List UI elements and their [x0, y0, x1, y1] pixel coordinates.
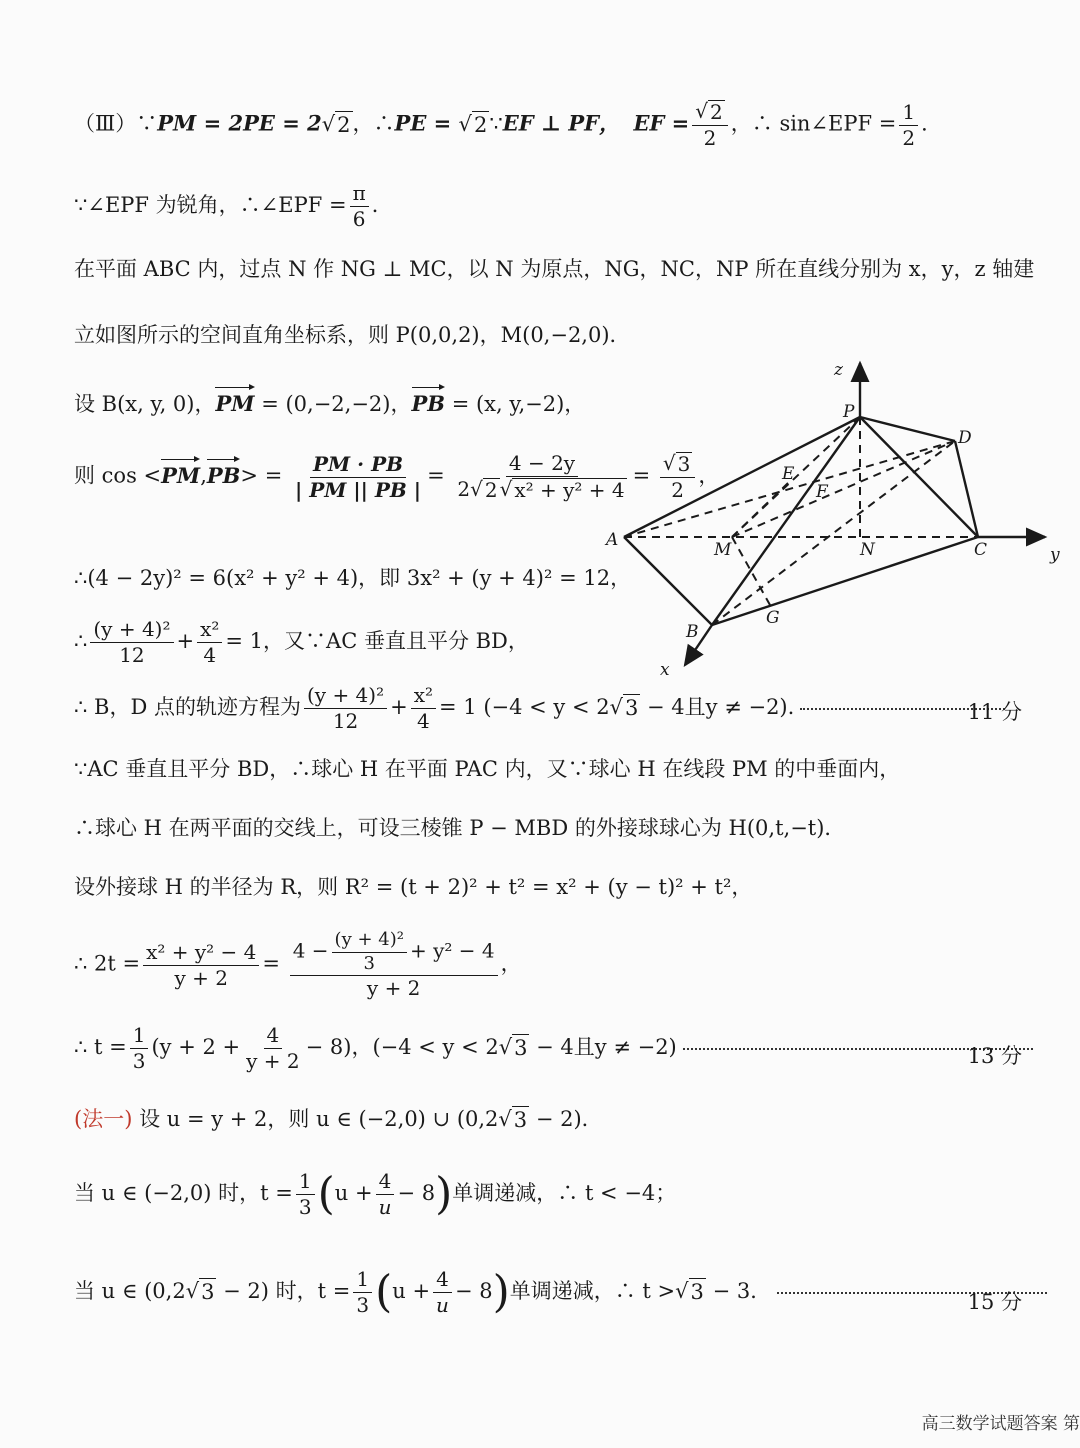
edge-PD	[860, 417, 955, 441]
line-3: 在平面 ABC 内，过点 N 作 NG ⊥ MC，以 N 为原点，NG，NC，NP 所在直线分别为 x，y，z 轴建	[74, 257, 1035, 281]
label-M: M	[714, 540, 732, 560]
line-6: 则 cos <PM,PB> = $\frac{PM \cdot PB}{| PM || PB |}$ = 4 − 2y 2√ 2 √ x² + y² + 4 = √ 3 2 ，	[74, 451, 720, 502]
label-y: y	[1050, 545, 1060, 565]
line-17: 当 u ∈ (0,2√ 3 − 2) 时，t = $\frac{1}{3}$ (u + $\frac{4}{u}$ − 8)单调递减，∴ t >√ 3 − 3．	[74, 1268, 1053, 1317]
score-11: 11 分	[967, 700, 1022, 724]
page-footer: 高三数学试题答案 第	[921, 1414, 1080, 1434]
label-B: B	[686, 622, 699, 642]
line-9: ∴ B，D 点的轨迹方程为 $\frac{\text{(y + 4)²}}{12}$ + $\frac{\text{x²}}{4}$ = 1 (−4 < y < 2√ 3 − 4且y ≠ −2).	[74, 684, 1011, 733]
line-11: ∴球心 H 在两平面的交线上，可设三棱锥 P − MBD 的外接球球心为 H(0,t,−t)．	[74, 816, 846, 840]
line-13: ∴ 2t = $\frac{\text{x² + y² − 4}}{y + 2}$ = 4 − $\frac{\text{(y + 4)²}}{3}$ + y² − 4 y + 2 ，	[74, 929, 522, 1001]
label-E: E	[782, 464, 795, 484]
line-1: （Ⅲ）∵PM = 2PE = 2√ 2 ，∴PE = √ 2 ∵EF ⊥ PF， EF = √ 2 2 ，∴ sin∠EPF = $\frac{1}{2}$ ．	[74, 99, 943, 150]
score-13: 13 分	[967, 1044, 1022, 1068]
label-N: N	[860, 540, 875, 560]
line-10: ∵AC 垂直且平分 BD，∴球心 H 在平面 PAC 内，又∵球心 H 在线段 PM 的中垂面内，	[74, 757, 901, 781]
label-C: C	[974, 540, 988, 560]
edge-PM	[732, 417, 860, 537]
label-D: D	[958, 428, 972, 448]
line-12: 设外接球 H 的半径为 R，则 R² = (t + 2)² + t² = x² + (y − t)² + t²，	[74, 875, 753, 899]
edge-DC	[955, 441, 978, 537]
method-tag: (法一)	[74, 1107, 133, 1131]
label-F: F	[816, 482, 828, 502]
edge-BC	[712, 537, 978, 625]
label-G: G	[766, 608, 780, 628]
edge-PA	[624, 417, 860, 537]
edge-BD	[712, 441, 955, 625]
label-z: z	[834, 360, 843, 380]
line-5: 设 B(x, y, 0)，PM = (0,−2,−2)，PB = (x, y,−2)，	[74, 391, 586, 416]
line-14: ∴ t = $\frac{1}{3}$ (y + 2 + $\frac{4}{y + 2}$ − 8)，(−4 < y < 2√ 3 − 4且y ≠ −2)	[74, 1024, 1039, 1073]
line-15: (法一) 设 u = y + 2，则 u ∈ (−2,0) ∪ (0,2√ 3 − 2)．	[74, 1106, 603, 1134]
line-8: ∴ $\frac{\text{(y + 4)²}}{12}$ + $\frac{\text{x²}}{4}$ = 1，又∵AC 垂直且平分 BD，	[74, 617, 529, 667]
line-16: 当 u ∈ (−2,0) 时，t = $\frac{1}{3}$ (u + $\frac{4}{u}$ − 8)单调递减，∴ t < −4；	[74, 1168, 677, 1220]
label-x: x	[660, 660, 670, 680]
line-2: ∵∠EPF 为锐角，∴∠EPF = $\frac{\pi}{6}$ ．	[74, 181, 393, 231]
score-15: 15 分	[967, 1290, 1022, 1314]
label-A: A	[606, 530, 619, 550]
line-7: ∴(4 − 2y)² = 6(x² + y² + 4)，即 3x² + (y + 4)² = 12，	[74, 566, 632, 590]
edge-MD	[732, 441, 955, 537]
edge-AD	[624, 441, 955, 537]
label-P: P	[843, 402, 855, 422]
line-4: 立如图所示的空间直角坐标系，则 P(0,0,2)，M(0,−2,0)．	[74, 323, 631, 347]
edge-AB	[624, 537, 712, 625]
geometry-figure	[606, 355, 1070, 685]
edge-PB	[712, 417, 860, 625]
